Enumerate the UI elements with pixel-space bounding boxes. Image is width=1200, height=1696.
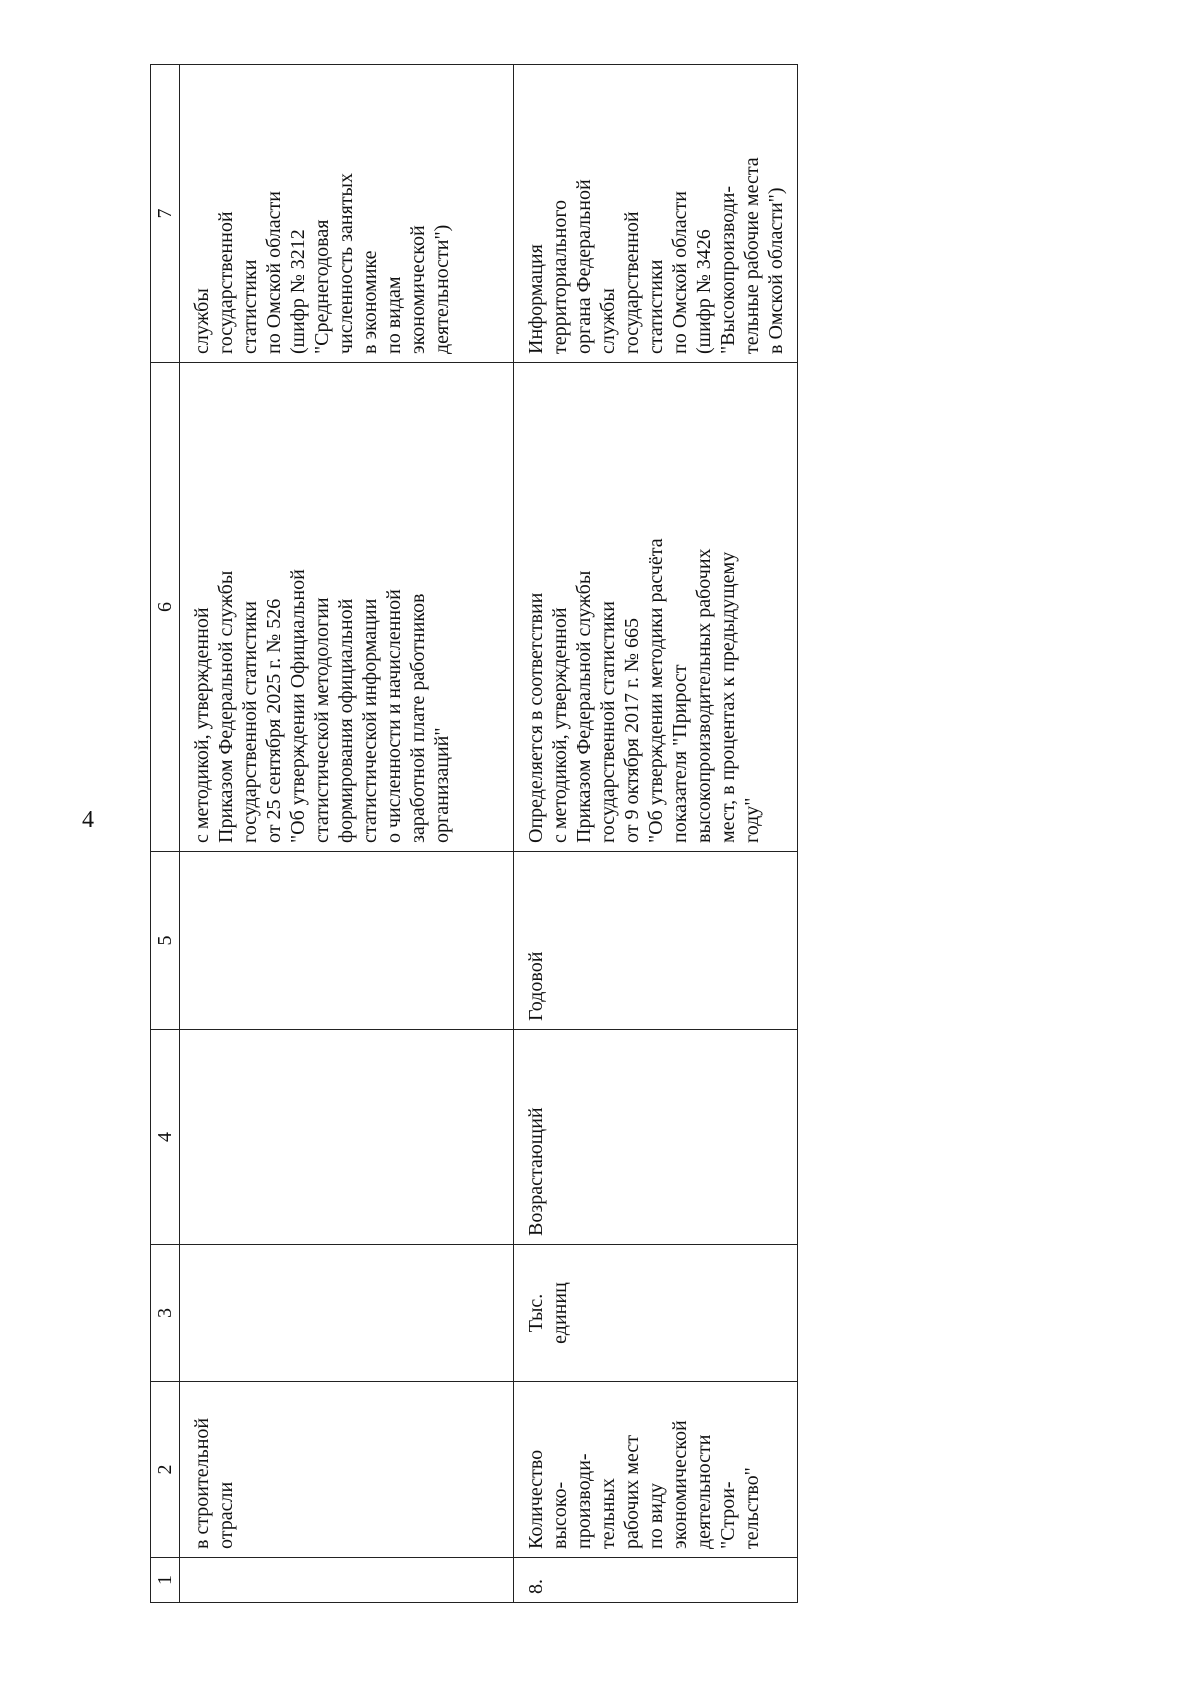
method-cell [180,363,514,852]
page-number: 4 [82,807,94,833]
row-number-cell [180,1558,514,1603]
table-wrapper [150,65,798,1603]
indicator-name: Количество высоко- производи- тельных рабочих мест по виду экономической деятельности "Строи- тельство" [525,1420,763,1549]
indicator-name-cell [514,1382,798,1558]
unit-cell [180,1245,514,1382]
column-number-row [151,65,180,1603]
method-cell [514,363,798,852]
method-text: с методикой, утвержденной Приказом Федеральной службы государственной статистики от 25 сентября 2025 г. № 526 "Об утверждении Официальной статистической методологии формирования официальной статистической информации о численности и начисленной заработной плате работников организаций" [191,569,453,843]
rotated-table-container [150,65,798,1603]
column-number: 7 [151,65,180,363]
indicator-name-cell [180,1382,514,1558]
unit: Тыс. единиц [525,1282,571,1344]
column-number: 3 [151,1245,180,1382]
table-row [514,65,798,1603]
indicator-table [150,64,798,1603]
trend-cell [180,1030,514,1245]
column-number: 6 [151,363,180,852]
trend-cell [514,1030,798,1245]
row-number: 8. [525,1579,547,1594]
source-cell [180,65,514,363]
period: Годовой [525,951,547,1021]
source-text: Информация территориального органа Федеральной службы государственной статистики по Омской области (шифр № 3426 "Высокопроизводи- тельные рабочие места в Омской области") [525,157,787,354]
method-text: Определяется в соответствии с методикой, утвержденной Приказом Федеральной службы государственной статистики от 9 октября 2017 г. № 665 "Об утверждении методики расчёта показателя "Прирост высокопроизводительных рабочих мест, в процентах к предыдущему году" [525,538,763,843]
column-number: 5 [151,852,180,1030]
period-cell [180,852,514,1030]
period-cell [514,852,798,1030]
column-number: 2 [151,1382,180,1558]
indicator-name: в строительной отрасли [191,1417,237,1549]
column-number: 4 [151,1030,180,1245]
unit-cell [514,1245,798,1382]
table-row [180,65,514,1603]
column-number: 1 [151,1558,180,1603]
row-number-cell [514,1558,798,1603]
source-cell [514,65,798,363]
source-text: службы государственной статистики по Омской области (шифр № 3212 "Среднегодовая численность занятых в экономике по видам экономической деятельности") [191,173,453,354]
trend: Возрастающий [525,1107,547,1236]
